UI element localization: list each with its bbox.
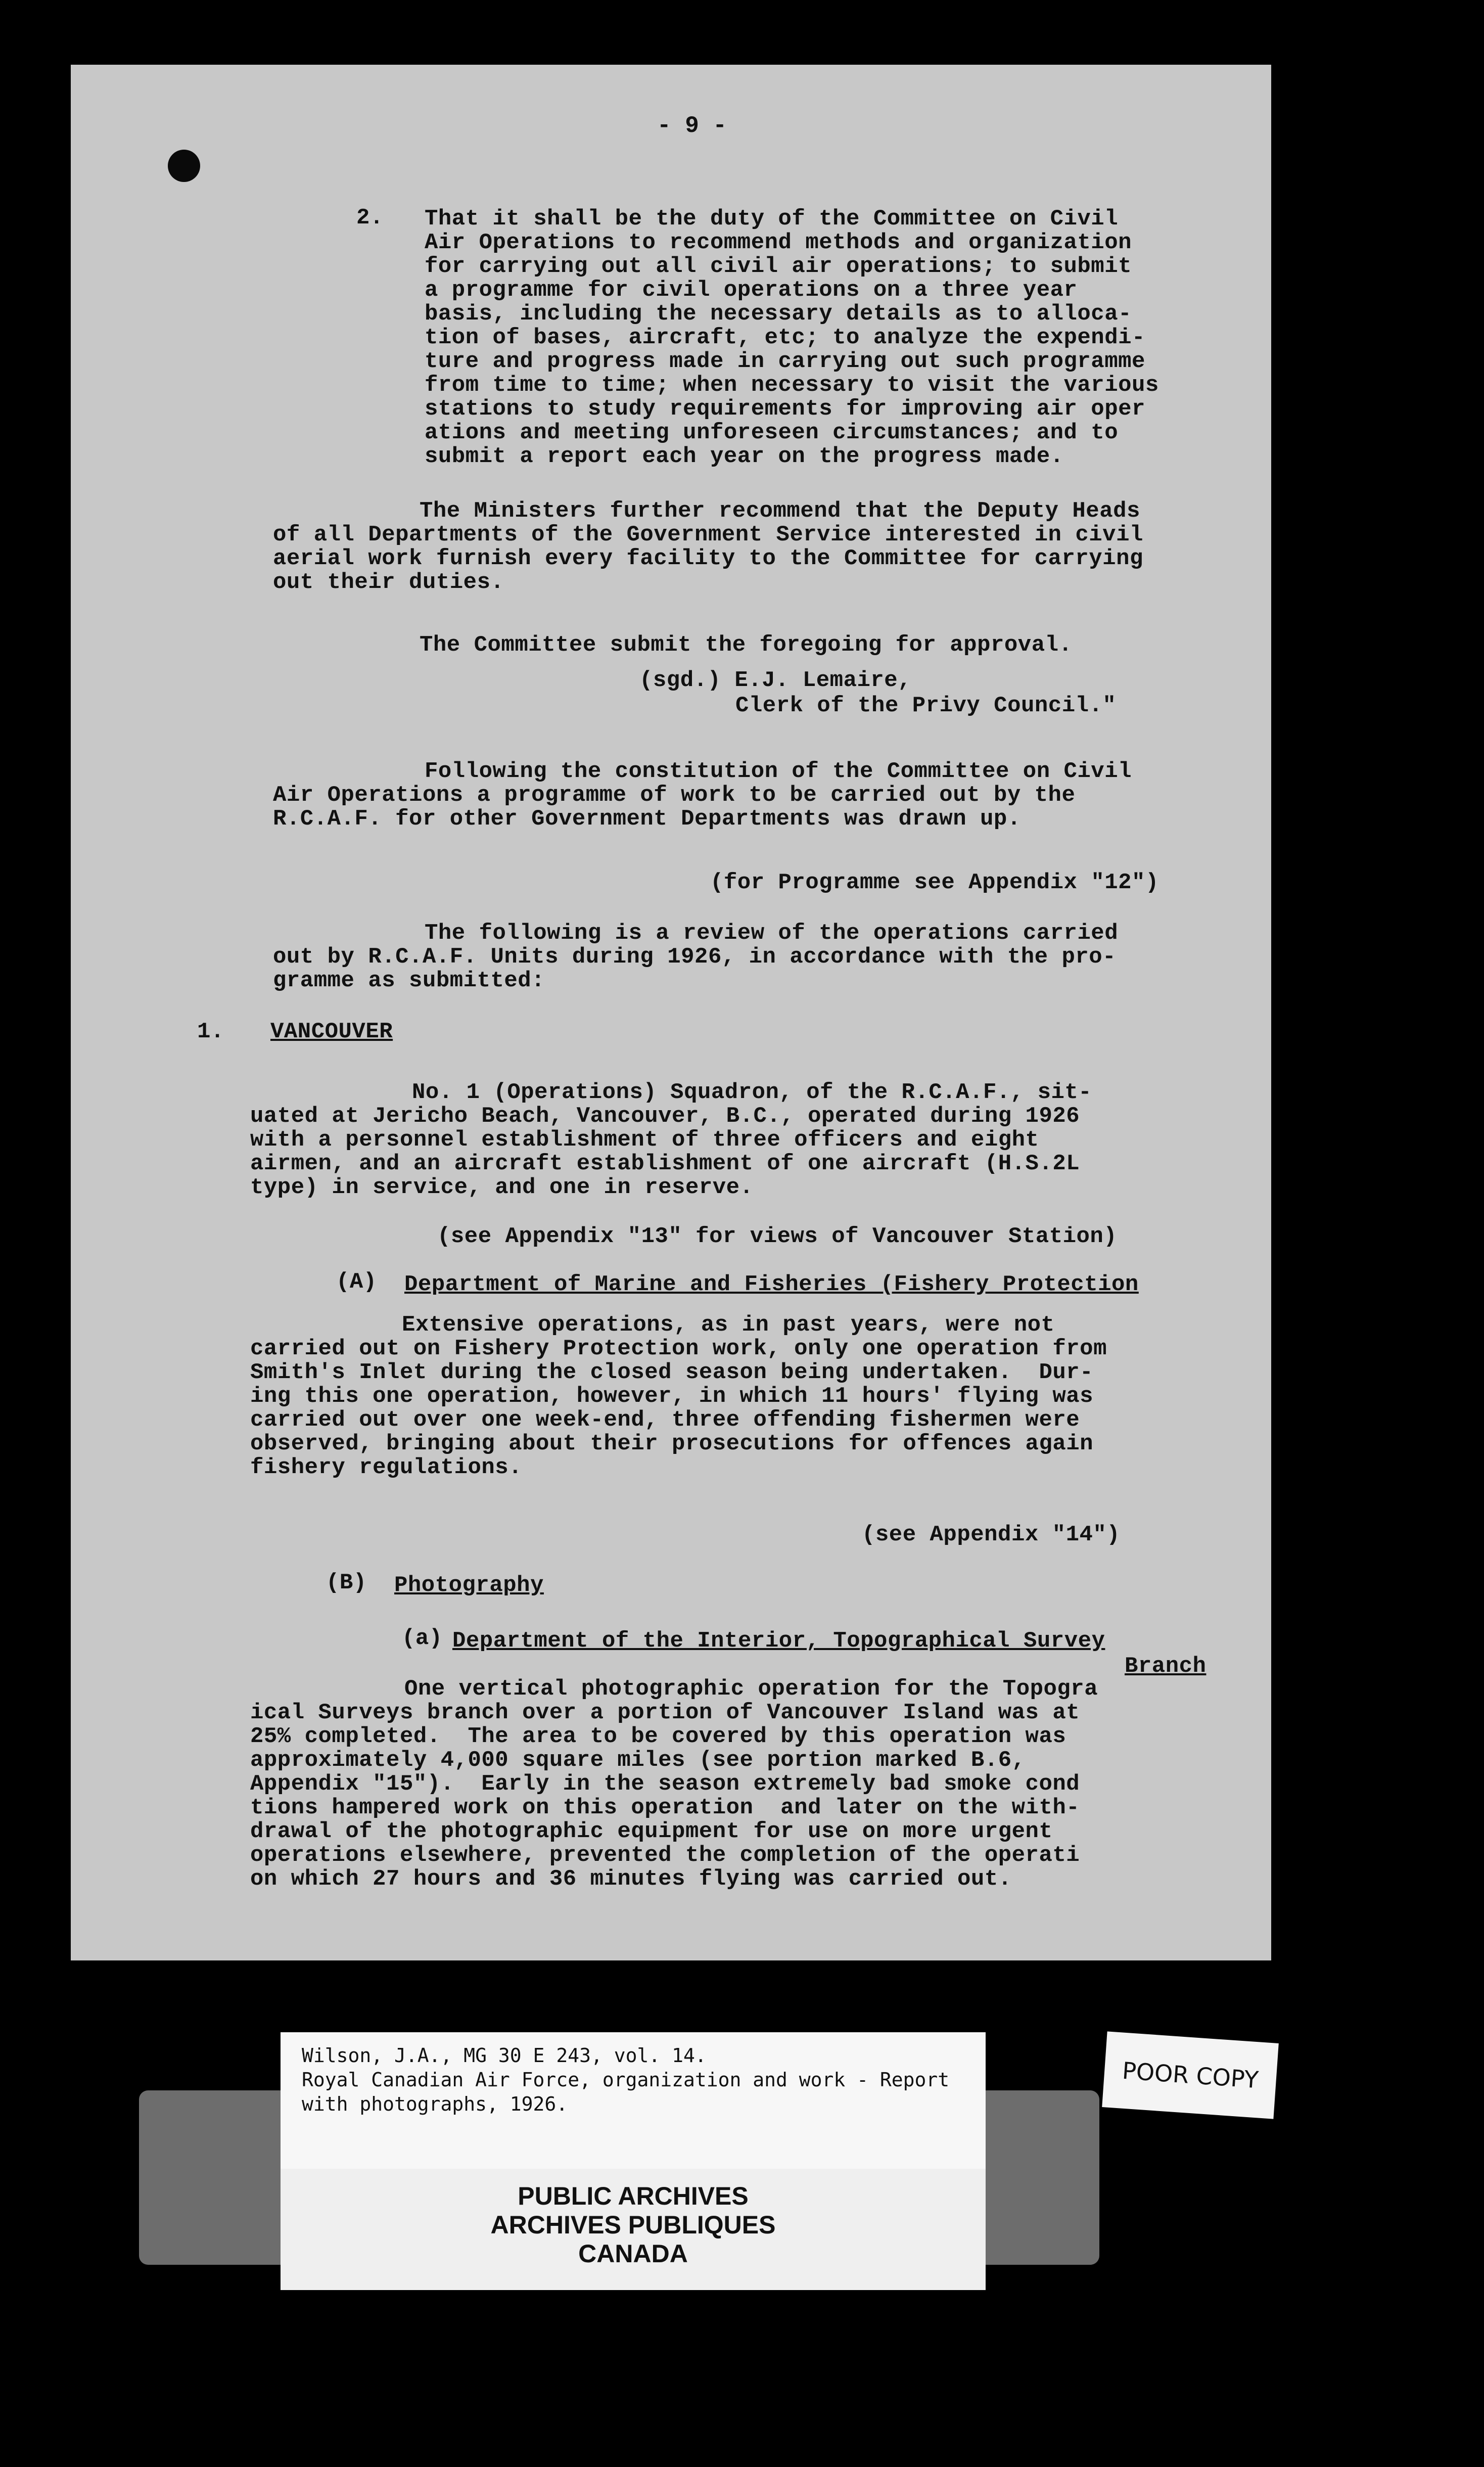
text-line: operations elsewhere, prevented the completion of the operati xyxy=(250,1843,1080,1868)
text-line: on which 27 hours and 36 minutes flying was carried out. xyxy=(250,1866,1012,1892)
subsubsection-heading-continued: Branch xyxy=(1125,1654,1207,1679)
archives-stamp xyxy=(281,2169,986,2290)
squadron-paragraph xyxy=(250,1081,1092,1200)
clip-left xyxy=(139,2090,291,2265)
text-line: Air Operations a programme of work to be carried out by the xyxy=(273,783,1076,808)
text-line: out their duties. xyxy=(273,570,504,595)
text-line: ing this one operation, however, in which 11 hours' flying was xyxy=(250,1384,1094,1409)
subsection-heading: Photography xyxy=(394,1573,544,1598)
archive-label-text xyxy=(302,2043,949,2116)
punch-hole xyxy=(168,150,200,182)
text-line: ture and progress made in carrying out such programme xyxy=(425,349,1145,374)
text-line: tions hampered work on this operation and later on the with- xyxy=(250,1795,1080,1820)
text-line: approximately 4,000 square miles (see portion marked B.6, xyxy=(250,1748,1026,1773)
text-line: 25% completed. The area to be covered by this operation was xyxy=(250,1724,1066,1749)
text-line: carried out over one week-end, three offending fishermen were xyxy=(250,1407,1080,1433)
subsection-label: (B) xyxy=(326,1570,367,1595)
stamp-line: CANADA xyxy=(578,2240,688,2268)
text-line: with a personnel establishment of three officers and eight xyxy=(250,1127,1039,1153)
text-line: ical Surveys branch over a portion of Vancouver Island was at xyxy=(250,1700,1080,1725)
subsection-label: (A) xyxy=(336,1269,377,1295)
text-line: drawal of the photographic equipment for use on more urgent xyxy=(250,1819,1053,1844)
item2-paragraph xyxy=(425,207,1159,469)
approval-line: The Committee submit the foregoing for approval. xyxy=(420,632,1073,658)
section-number: 1. xyxy=(197,1019,224,1044)
text-line: type) in service, and one in reserve. xyxy=(250,1175,754,1200)
text-line: submit a report each year on the progress made. xyxy=(425,444,1064,469)
text-line: Extensive operations, as in past years, were not xyxy=(402,1312,1055,1338)
text-line: from time to time; when necessary to visit the various xyxy=(425,373,1159,398)
ministers-paragraph xyxy=(273,499,1143,595)
text-line: a programme for civil operations on a three year xyxy=(425,278,1078,303)
text-line: tion of bases, aircraft, etc; to analyze the expendi- xyxy=(425,325,1145,350)
review-paragraph xyxy=(273,922,1118,993)
fishery-paragraph xyxy=(250,1313,1107,1480)
text-line: The following is a review of the operations carried xyxy=(425,921,1119,946)
text-line: of all Departments of the Government Service interested in civil xyxy=(273,522,1143,547)
photography-paragraph xyxy=(250,1677,1098,1891)
archive-label-line: Wilson, J.A., MG 30 E 243, vol. 14. xyxy=(302,2044,707,2067)
text-line: fishery regulations. xyxy=(250,1455,523,1480)
fishery-reference: (see Appendix "14") xyxy=(862,1522,1121,1547)
text-line: aerial work furnish every facility to the Committee for carrying xyxy=(273,546,1143,571)
text-line: Appendix "15"). Early in the season extremely bad smoke cond xyxy=(250,1771,1080,1797)
text-line: for carrying out all civil air operations; to submit xyxy=(425,254,1132,279)
following-paragraph xyxy=(273,760,1132,831)
subsubsection-label: (a) xyxy=(402,1626,443,1651)
programme-reference: (for Programme see Appendix "12") xyxy=(710,870,1159,895)
text-line: Following the constitution of the Committee on Civil xyxy=(425,759,1132,784)
text-line: airmen, and an aircraft establishment of one aircraft (H.S.2L xyxy=(250,1151,1080,1176)
text-line: carried out on Fishery Protection work, only one operation from xyxy=(250,1336,1107,1361)
clip-right xyxy=(978,2090,1099,2265)
text-line: That it shall be the duty of the Committee on Civil xyxy=(425,206,1119,232)
text-line: Smith's Inlet during the closed season being undertaken. Dur- xyxy=(250,1360,1094,1385)
text-line: The Ministers further recommend that the Deputy Heads xyxy=(420,498,1140,524)
archive-label-line: with photographs, 1926. xyxy=(302,2093,568,2115)
stamp-line: ARCHIVES PUBLIQUES xyxy=(490,2211,776,2239)
item-number: 2. xyxy=(356,205,384,231)
poor-copy-note: POOR COPY xyxy=(1102,2031,1279,2119)
vancouver-reference: (see Appendix "13" for views of Vancouver Station) xyxy=(437,1224,1118,1249)
subsubsection-heading: Department of the Interior, Topographical Survey xyxy=(452,1628,1105,1654)
archive-label-line: Royal Canadian Air Force, organization and work - Report xyxy=(302,2069,950,2091)
text-line: R.C.A.F. for other Government Departments was drawn up. xyxy=(273,806,1021,832)
document-page xyxy=(71,65,1271,1960)
page-number: - 9 - xyxy=(657,113,727,139)
section-heading: VANCOUVER xyxy=(270,1019,393,1044)
signature-title: Clerk of the Privy Council." xyxy=(735,693,1117,718)
subsection-heading: Department of Marine and Fisheries (Fishery Protection xyxy=(404,1272,1139,1297)
stamp-line: PUBLIC ARCHIVES xyxy=(518,2182,749,2210)
text-line: ations and meeting unforeseen circumstances; and to xyxy=(425,420,1119,445)
text-line: observed, bringing about their prosecutions for offences again xyxy=(250,1431,1094,1456)
text-line: Air Operations to recommend methods and organization xyxy=(425,230,1132,255)
text-line: stations to study requirements for improving air oper xyxy=(425,396,1145,422)
text-line: out by R.C.A.F. Units during 1926, in accordance with the pro- xyxy=(273,944,1117,970)
text-line: One vertical photographic operation for the Topogra xyxy=(404,1676,1098,1702)
signature-line: (sgd.) E.J. Lemaire, xyxy=(639,668,912,693)
text-line: basis, including the necessary details as to alloca- xyxy=(425,301,1132,327)
text-line: gramme as submitted: xyxy=(273,968,545,993)
text-line: uated at Jericho Beach, Vancouver, B.C., operated during 1926 xyxy=(250,1104,1080,1129)
text-line: No. 1 (Operations) Squadron, of the R.C.A.F., sit- xyxy=(412,1080,1092,1105)
